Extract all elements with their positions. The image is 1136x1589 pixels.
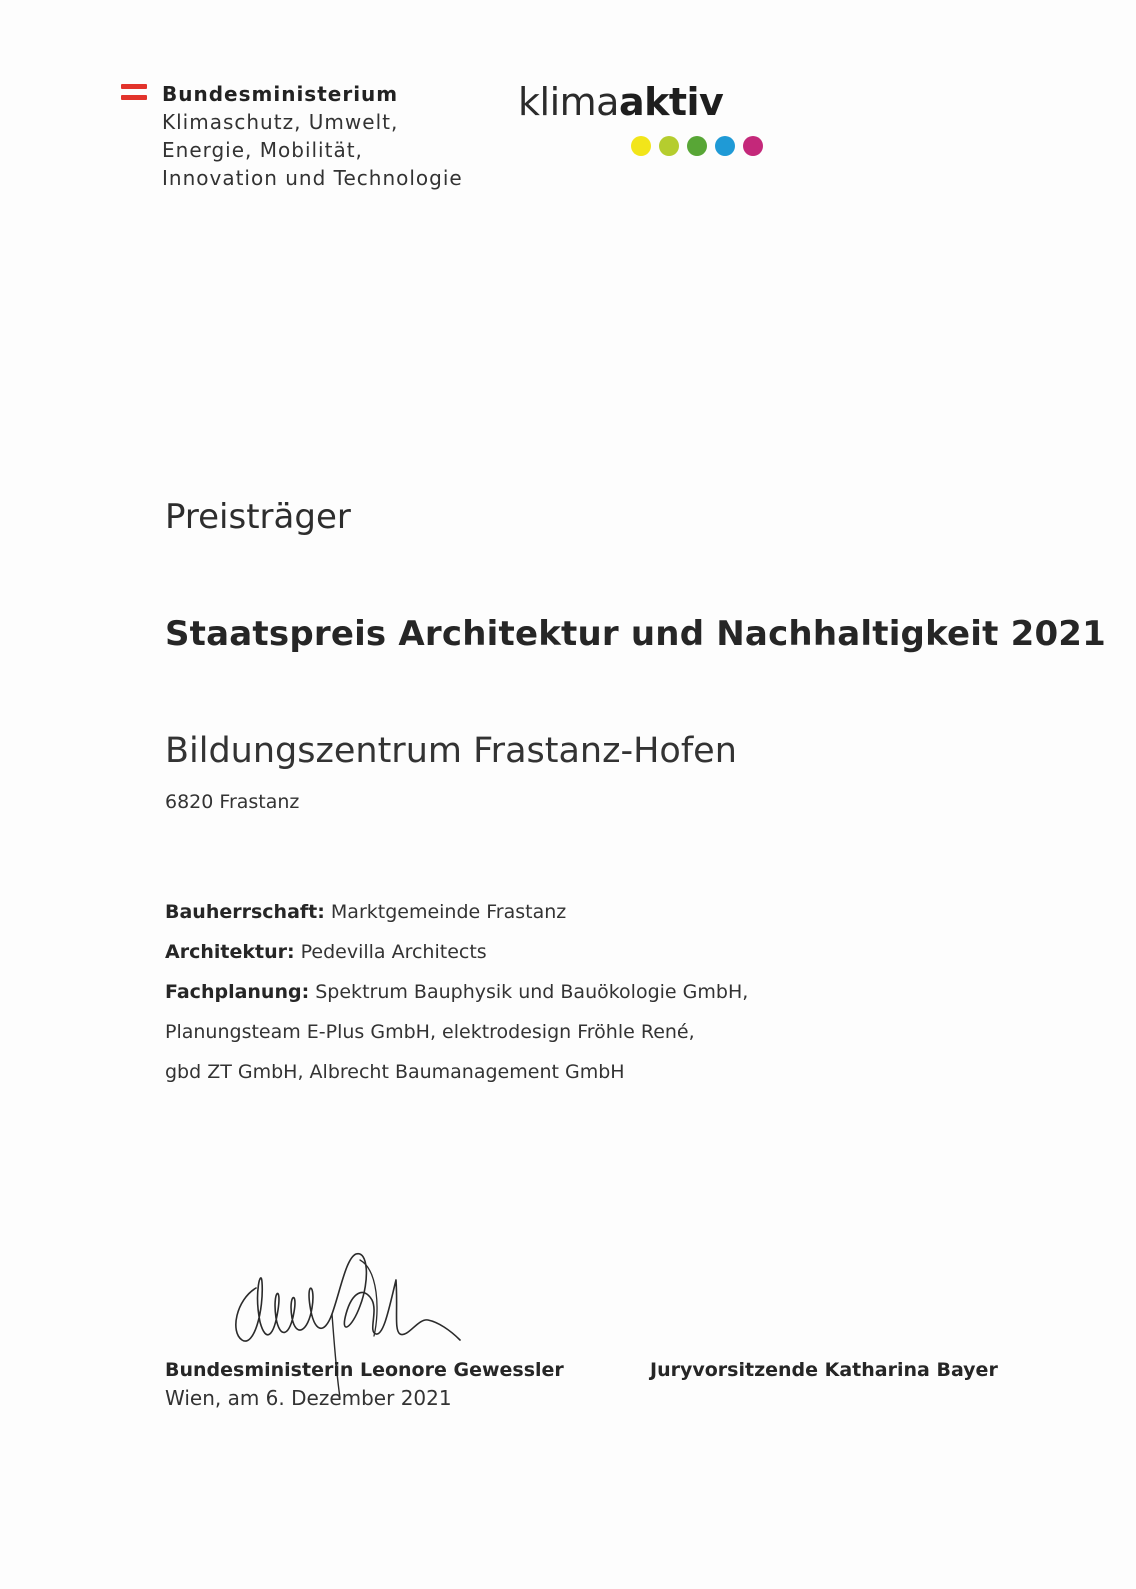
credit-planning xyxy=(165,979,748,1019)
signatory-left-name: Bundesministerin Leonore Gewessler xyxy=(165,1359,564,1381)
signing-place-date: Wien, am 6. Dezember 2021 xyxy=(165,1386,452,1410)
dot-icon xyxy=(631,136,651,156)
klimaaktiv-logo xyxy=(518,80,723,124)
ministry-line: Bundesministerium xyxy=(162,82,399,106)
credit-planning-continued: Planungsteam E-Plus GmbH, elektrodesign Fröhle René, xyxy=(165,1021,695,1043)
project-name: Bildungszentrum Frastanz-Hofen xyxy=(165,731,737,771)
klimaaktiv-word-light: klima xyxy=(518,80,619,124)
klimaaktiv-word-bold: aktiv xyxy=(618,80,724,124)
credit-label: Fachplanung: xyxy=(165,981,310,1003)
klimaaktiv-wordmark xyxy=(518,80,723,124)
ministry-name xyxy=(162,80,463,192)
prize-label: Preisträger xyxy=(165,497,351,537)
prize-title: Staatspreis Architektur und Nachhaltigkeit 2021 xyxy=(165,614,1107,654)
project-location: 6820 Frastanz xyxy=(165,791,300,813)
credit-value: Pedevilla Architects xyxy=(300,941,487,963)
dot-icon xyxy=(687,136,707,156)
credits-block xyxy=(165,899,748,1099)
ministry-line: Innovation und Technologie xyxy=(162,166,463,190)
credit-planning-continued: gbd ZT GmbH, Albrecht Baumanagement GmbH xyxy=(165,1061,625,1083)
signatory-right-name: Juryvorsitzende Katharina Bayer xyxy=(650,1359,998,1381)
credit-value: Marktgemeinde Frastanz xyxy=(330,901,567,923)
credit-value: Spektrum Bauphysik und Bauökologie GmbH, xyxy=(315,981,749,1003)
credit-architecture xyxy=(165,939,748,979)
austria-flag-icon xyxy=(121,84,147,100)
signatory-left xyxy=(165,1357,564,1413)
dot-icon xyxy=(659,136,679,156)
credit-label: Bauherrschaft: xyxy=(165,901,325,923)
klimaaktiv-dots xyxy=(631,136,766,158)
credit-label: Architektur: xyxy=(165,941,295,963)
dot-icon xyxy=(743,136,763,156)
ministry-line: Energie, Mobilität, xyxy=(162,138,363,162)
dot-icon xyxy=(715,136,735,156)
ministry-line: Klimaschutz, Umwelt, xyxy=(162,110,399,134)
credit-client xyxy=(165,899,748,939)
